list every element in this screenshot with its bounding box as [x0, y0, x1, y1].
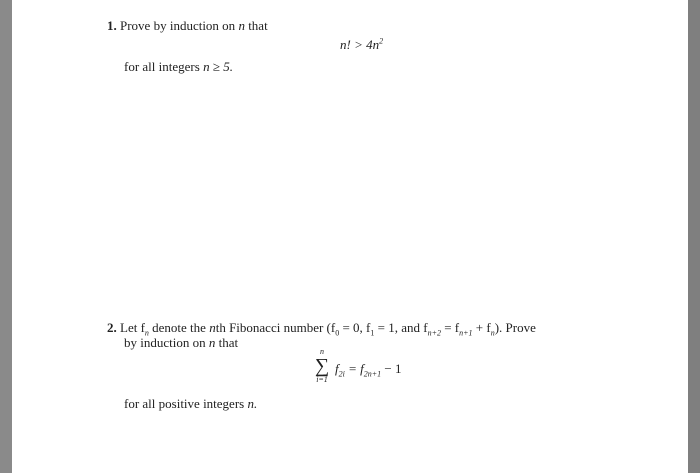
summation-lower-limit: i=1 [316, 375, 328, 384]
problem-2-fnsub: n [490, 328, 495, 338]
sum-rhs-sub: 2n+1 [363, 369, 382, 379]
sum-term-sub: 2i [338, 369, 345, 379]
problem-2-f1-val: = 1, and f [377, 320, 428, 335]
problem-2-fn1-sub: n+1 [459, 328, 473, 338]
summation-symbol [312, 348, 332, 384]
problem-2-denote: denote the [152, 320, 206, 335]
problem-1-number: 1. [107, 18, 117, 33]
problem-1-range [124, 59, 233, 74]
problem-1-intro: Prove by induction on [120, 18, 236, 33]
page-edge [688, 0, 700, 473]
document-page [12, 0, 688, 473]
problem-2-f0-sub: 0 [335, 328, 340, 338]
problem-1-range-expr: n ≥ 5. [203, 59, 233, 74]
problem-2-plus: + f [475, 320, 491, 335]
sum-equals: = f [348, 361, 364, 376]
problem-2-by-induction: by induction on [124, 335, 206, 350]
problem-2-f0-val: = 0, f [342, 320, 371, 335]
sum-term: f [335, 361, 339, 376]
problem-1-statement [107, 18, 268, 33]
problem-2-statement-line-2 [124, 335, 238, 350]
problem-2-let: Let f [120, 320, 145, 335]
problem-1-intro-end: that [248, 18, 268, 33]
problem-2-range [124, 396, 257, 411]
problem-1-formula [340, 37, 383, 52]
problem-2-number: 2. [107, 320, 117, 335]
problem-1-range-prefix: for all integers [124, 59, 200, 74]
sigma-glyph: ∑ [314, 355, 330, 377]
problem-2-range-var: n. [247, 396, 258, 411]
problem-2-eq: = f [444, 320, 460, 335]
problem-2-fn2-sub: n+2 [427, 328, 441, 338]
problem-1-formula-exponent: 2 [379, 36, 384, 46]
problem-2-f1-sub: 1 [370, 328, 375, 338]
problem-2-statement-line-1 [107, 320, 536, 338]
problem-1-formula-lhs: n! > 4n [340, 37, 380, 52]
summation-upper-limit: n [320, 347, 324, 356]
problem-2-prove: ). Prove [494, 320, 536, 335]
sum-minus-one: − 1 [384, 361, 402, 376]
problem-2-line2-var: n [208, 335, 216, 350]
problem-1-var: n [238, 18, 245, 33]
problem-2-sum-formula [335, 361, 402, 379]
problem-2-that: that [218, 335, 239, 350]
problem-2-nth-var: n [209, 320, 216, 335]
problem-2-fn-sub: n [144, 328, 149, 338]
problem-2-fib-def: th Fibonacci number (f [215, 320, 336, 335]
problem-2-range-text: for all positive integers [124, 396, 245, 411]
